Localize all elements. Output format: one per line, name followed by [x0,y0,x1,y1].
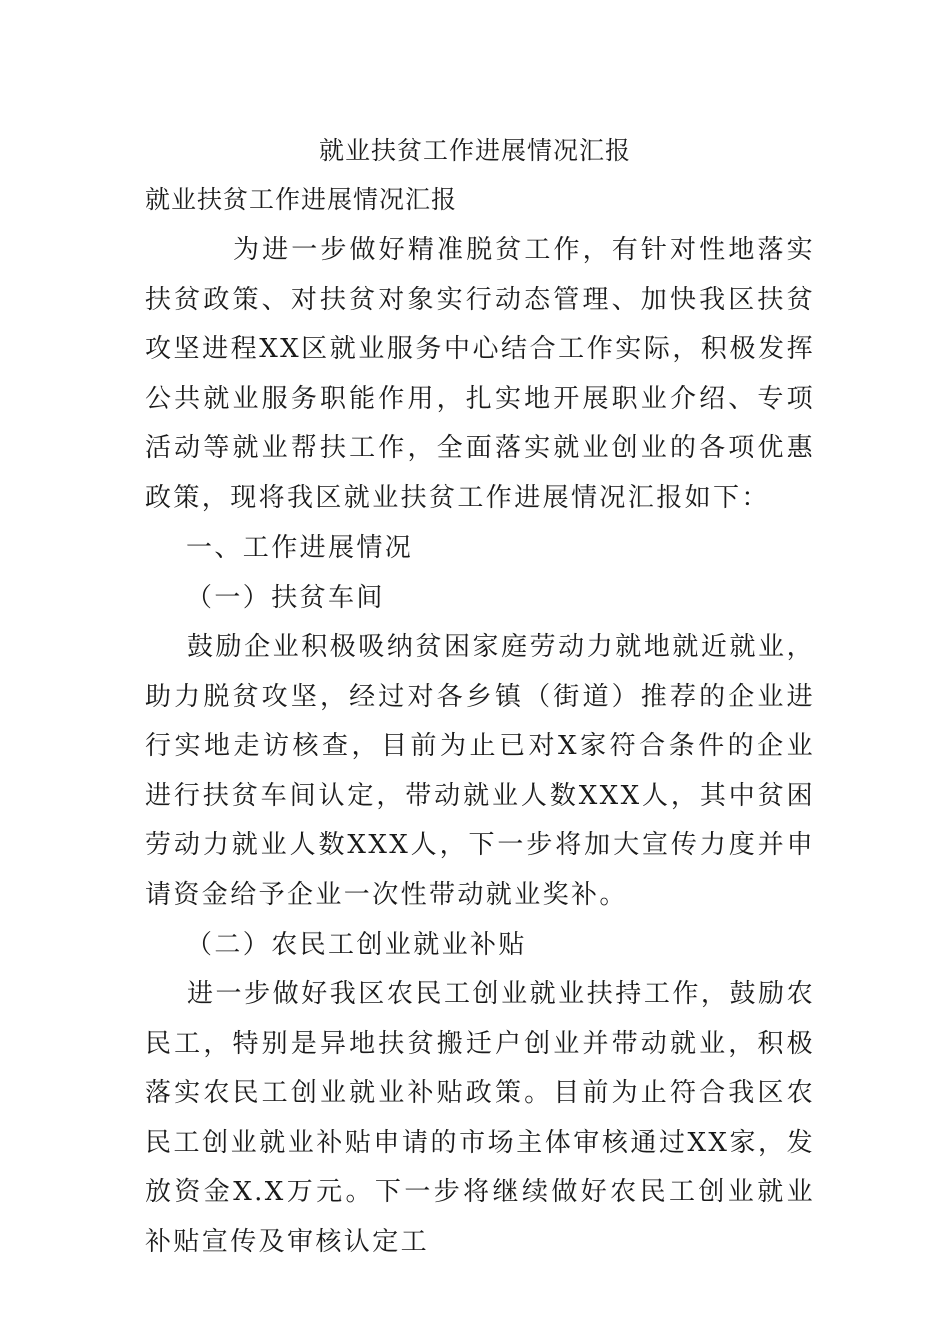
document-subtitle: 就业扶贫工作进展情况汇报 [145,185,458,214]
subsection-heading-workshop: （一）扶贫车间 [186,583,385,613]
workshop-paragraph: 鼓励企业积极吸纳贫困家庭劳动力就地就近就业，助力脱贫攻坚，经过对各乡镇（街道）推荐的企业进行实地走访核查，目前为止已对X家符合条件的企业进行扶贫车间认定，带动就业人数XXX人，其中贫困劳动力就业人数XXX人，下一步将加大宣传力度并申请资金给予企业一次性带动就业奖补。 [145,632,815,910]
intro-paragraph: 为进一步做好精准脱贫工作，有针对性地落实扶贫政策、对扶贫对象实行动态管理、加快我区扶贫攻坚进程XX区就业服务中心结合工作实际，积极发挥公共就业服务职能作用，扎实地开展职业介绍、专项活动等就业帮扶工作，全面落实就业创业的各项优惠政策，现将我区就业扶贫工作进展情况汇报如下： [145,235,815,513]
document-title: 就业扶贫工作进展情况汇报 [318,136,631,165]
subsidy-paragraph: 进一步做好我区农民工创业就业扶持工作，鼓励农民工，特别是异地扶贫搬迁户创业并带动就业，积极落实农民工创业就业补贴政策。目前为止符合我区农民工创业就业补贴申请的市场主体审核通过XX家，发放资金X.X万元。下一步将继续做好农民工创业就业补贴宣传及审核认定工 [145,979,815,1257]
section-heading-progress: 一、工作进展情况 [186,533,414,563]
subsection-heading-subsidy: （二）农民工创业就业补贴 [186,930,527,960]
